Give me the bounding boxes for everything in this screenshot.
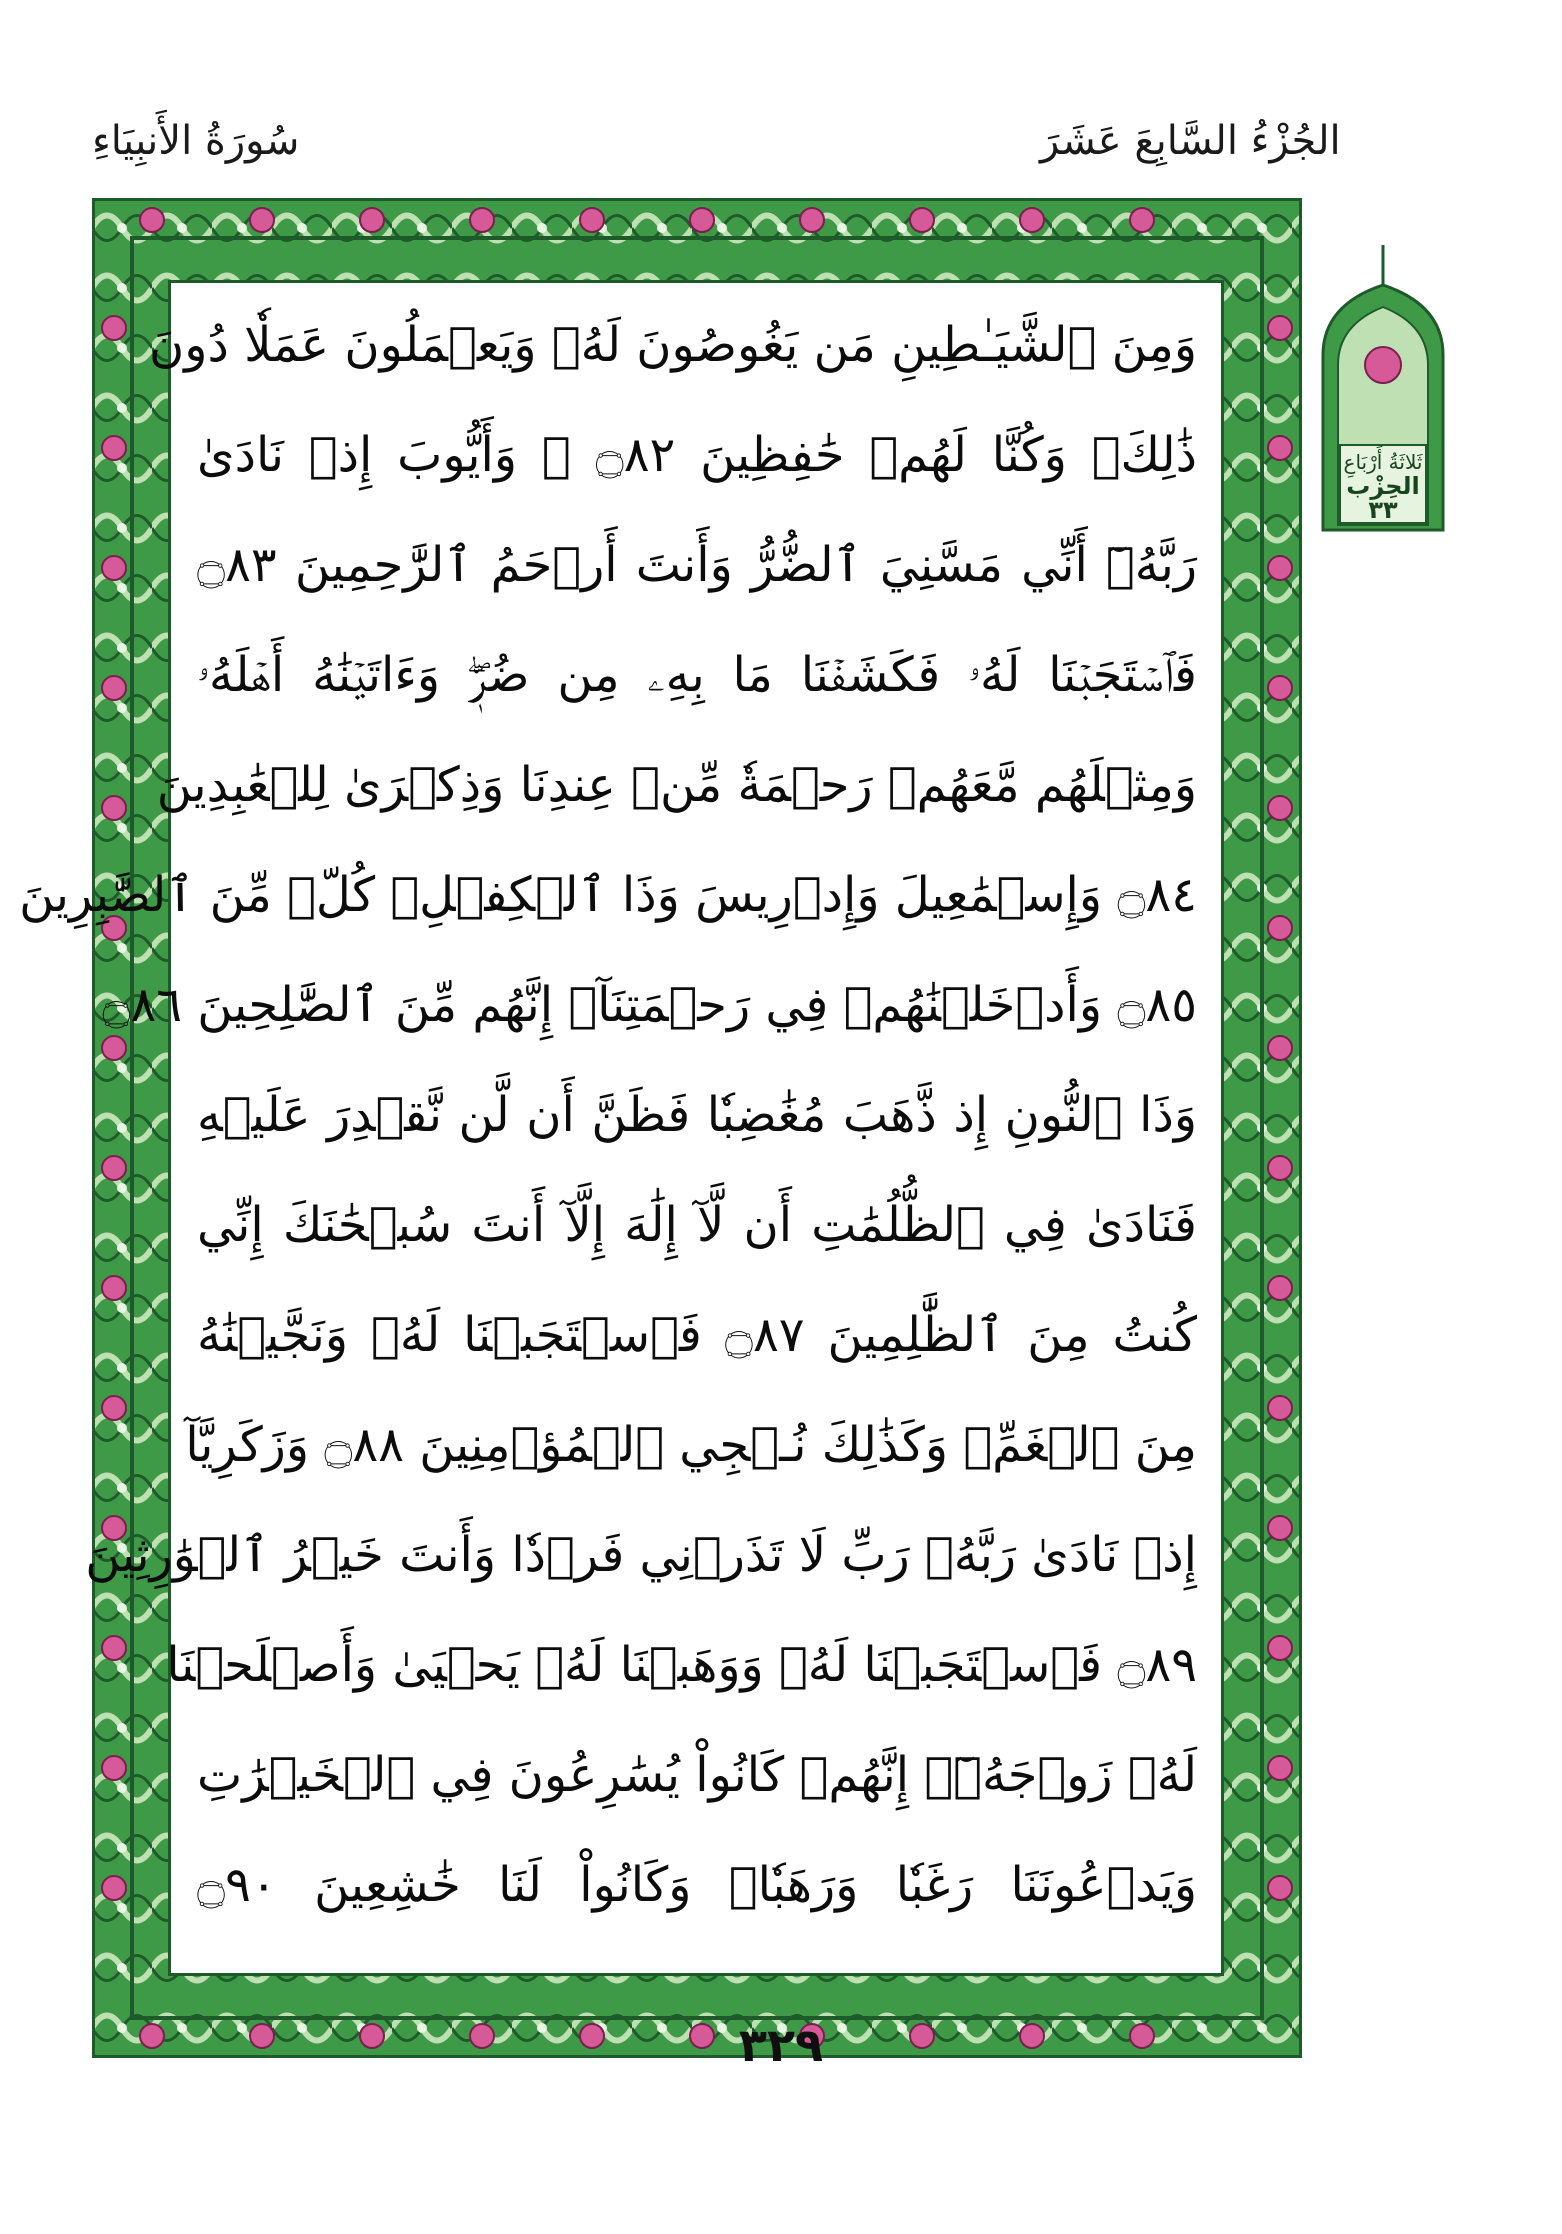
frame-flower [102, 676, 126, 700]
frame-flower [1268, 316, 1292, 340]
verse-line: ۝٨٤ وَإِسۡمَٰعِيلَ وَإِدۡرِيسَ وَذَا ٱلۡكِفۡلِۖ كُلّٞ مِّنَ ٱلصَّٰبِرِينَ [19, 867, 1197, 923]
verses-panel [19, 280, 1224, 1976]
frame-flower [1268, 1396, 1292, 1420]
verse-line: كُنتُ مِنَ ٱلظَّٰلِمِينَ ۝٨٧ فَٱسۡتَجَبۡنَا لَهُۥ وَنَجَّيۡنَٰهُ [197, 1307, 1198, 1363]
frame-flower [580, 208, 604, 232]
frame-flower [1268, 676, 1292, 700]
frame-flower [102, 316, 126, 340]
frame-flower [102, 1396, 126, 1420]
frame-flower [1020, 208, 1044, 232]
hizb-label [1318, 450, 1448, 522]
verse-line: فَٱسۡتَجَبۡنَا لَهُۥ فَكَشَفۡنَا مَا بِهِۦ مِن ضُرّٖۖ وَءَاتَيۡنَٰهُ أَهۡلَهُۥ [197, 647, 1197, 703]
frame-flower [102, 1276, 126, 1300]
frame-flower [102, 1156, 126, 1180]
frame-flower [102, 1756, 126, 1780]
frame-flower [910, 208, 934, 232]
frame-flower [690, 208, 714, 232]
verse-line: مِنَ ٱلۡغَمِّۚ وَكَذَٰلِكَ نُـۨجِي ٱلۡمُؤۡمِنِينَ ۝٨٨ وَزَكَرِيَّآ [185, 1417, 1197, 1473]
frame-flower [1268, 1756, 1292, 1780]
frame-flower [1268, 1516, 1292, 1540]
frame-flower [102, 556, 126, 580]
verse-line: ذَٰلِكَۖ وَكُنَّا لَهُمۡ حَٰفِظِينَ ۝٨٢ ۞ وَأَيُّوبَ إِذۡ نَادَىٰ [197, 427, 1198, 483]
hizb-word: الحِزْب [1346, 472, 1420, 500]
frame-flower [1268, 1876, 1292, 1900]
verse-line: وَمِنَ ٱلشَّيَـٰطِينِ مَن يَغُوصُونَ لَهُۥ وَيَعۡمَلُونَ عَمَلٗا دُونَ [149, 317, 1197, 373]
frame-flower [102, 1876, 126, 1900]
surah-title: سُورَةُ الأَنبِيَاءِ [92, 118, 300, 164]
frame-flower [250, 208, 274, 232]
hizb-number: ٣٣ [1368, 496, 1398, 524]
frame-flower [102, 436, 126, 460]
frame-flower [1268, 436, 1292, 460]
frame-flower [1130, 208, 1154, 232]
frame-flower [1268, 1276, 1292, 1300]
frame-flower [1268, 916, 1292, 940]
juz-title: الجُزْءُ السَّابِعَ عَشَرَ [1040, 118, 1341, 164]
hizb-quarter: ثَلاثَةُ أَرْبَاعِ [1343, 450, 1423, 474]
frame-flower [1268, 1036, 1292, 1060]
verse-line: وَذَا ٱلنُّونِ إِذ ذَّهَبَ مُغَٰضِبٗا فَظَنَّ أَن لَّن نَّقۡدِرَ عَلَيۡهِ [197, 1087, 1197, 1143]
verse-line: وَمِثۡلَهُم مَّعَهُمۡ رَحۡمَةٗ مِّنۡ عِندِنَا وَذِكۡرَىٰ لِلۡعَٰبِدِينَ [156, 757, 1197, 813]
verse-line: ۝٨٩ فَٱسۡتَجَبۡنَا لَهُۥ وَوَهَبۡنَا لَهُۥ يَحۡيَىٰ وَأَصۡلَحۡنَا [166, 1637, 1197, 1693]
verse-line: وَيَدۡعُونَنَا رَغَبٗا وَرَهَبٗاۖ وَكَانُواْ لَنَا خَٰشِعِينَ ۝٩٠ [197, 1857, 1197, 1913]
frame-flower [1268, 1156, 1292, 1180]
frame-flower [102, 796, 126, 820]
frame-flower [102, 1636, 126, 1660]
verse-line: لَهُۥ زَوۡجَهُۥٓۚ إِنَّهُمۡ كَانُواْ يُسَٰرِعُونَ فِي ٱلۡخَيۡرَٰتِ [197, 1747, 1197, 1803]
frame-flower [1268, 1636, 1292, 1660]
frame-flower [470, 208, 494, 232]
frame-flower [1268, 556, 1292, 580]
page-number: ٣٢٩ [738, 2018, 824, 2072]
verse-line: ۝٨٥ وَأَدۡخَلۡنَٰهُمۡ فِي رَحۡمَتِنَآۖ إِنَّهُم مِّنَ ٱلصَّٰلِحِينَ ۝٨٦ [102, 977, 1197, 1033]
frame-flower [800, 208, 824, 232]
verse-line: رَبَّهُۥٓ أَنِّي مَسَّنِيَ ٱلضُّرُّ وَأَنتَ أَرۡحَمُ ٱلرَّٰحِمِينَ ۝٨٣ [197, 537, 1197, 593]
frame-flower [360, 208, 384, 232]
verse-line: إِذۡ نَادَىٰ رَبَّهُۥ رَبِّ لَا تَذَرۡنِي فَرۡدٗا وَأَنتَ خَيۡرُ ٱلۡوَٰرِثِينَ [85, 1527, 1197, 1583]
verse-line: فَنَادَىٰ فِي ٱلظُّلُمَٰتِ أَن لَّآ إِلَٰهَ إِلَّآ أَنتَ سُبۡحَٰنَكَ إِنِّي [197, 1197, 1197, 1253]
frame-flower [140, 208, 164, 232]
frame-flower [1268, 796, 1292, 820]
